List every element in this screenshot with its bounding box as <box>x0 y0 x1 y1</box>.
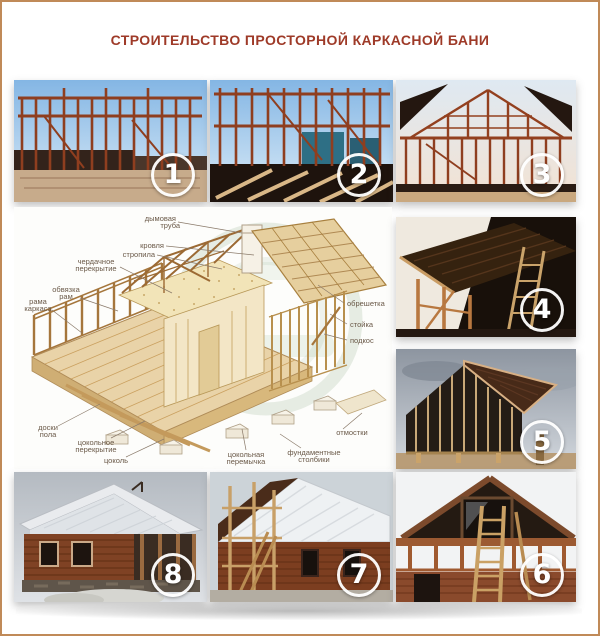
photo-5-sheathed-house <box>396 349 576 469</box>
page-title: СТРОИТЕЛЬСТВО ПРОСТОРНОЙ КАРКАСНОЙ БАНИ <box>110 32 490 48</box>
photo-2-frame-interior <box>210 80 393 202</box>
label-basement-lintel: цокольная <box>227 450 265 459</box>
label-frame-2: каркаса <box>24 304 52 313</box>
label-basement-floor: цокольное <box>77 438 115 447</box>
label-lathing: обрешетка <box>347 299 385 308</box>
photo-3-roof-framing <box>396 80 576 202</box>
photo-4-number-badge: 4 <box>520 288 564 332</box>
photo-6-number-badge: 6 <box>520 553 564 597</box>
label-frame: рама <box>29 297 47 306</box>
drop-shadow <box>16 602 582 620</box>
label-roofing: кровля <box>140 241 164 250</box>
photo-7-number-badge: 7 <box>337 553 381 597</box>
photo-2-number-badge: 2 <box>337 153 381 197</box>
label-basement-lintel-2: перемычка <box>226 457 266 466</box>
photo-8-number-badge: 8 <box>151 553 195 597</box>
photo-1-number-badge: 1 <box>151 153 195 197</box>
label-floor-boards-2: пола <box>39 430 57 439</box>
photo-7-siding-scaffolding <box>210 472 393 602</box>
label-frame-strapping: обвязка <box>52 285 80 294</box>
label-chimney-2: труба <box>160 221 180 230</box>
blind-area-strip <box>336 390 386 414</box>
construction-diagram <box>14 207 392 469</box>
label-floor-boards: доски <box>38 423 58 432</box>
photo-3-number-badge: 3 <box>520 153 564 197</box>
label-foundation-posts: фундаментные <box>287 448 341 457</box>
photo-6-gable-balcony <box>396 472 576 602</box>
label-attic-floor: чердачное <box>77 257 115 266</box>
label-attic-floor-2: перекрытие <box>75 264 117 273</box>
diagram-scene <box>14 207 392 469</box>
photo-1-wall-frame <box>14 80 207 202</box>
label-post: стойка <box>350 320 374 329</box>
label-blind-area: отмостки <box>336 428 368 437</box>
label-foundation-posts-2: столбики <box>298 455 330 464</box>
label-frame-strapping-2: рам <box>59 292 73 301</box>
photo-4-roof-install <box>396 217 576 337</box>
label-chimney: дымовая <box>144 214 176 223</box>
label-plinth: цоколь <box>103 456 129 465</box>
photo-8-finished-house-snow <box>14 472 207 602</box>
label-basement-floor-2: перекрытие <box>75 445 117 454</box>
label-brace: подкос <box>350 336 374 345</box>
label-rafters: стропила <box>122 250 155 259</box>
photo-5-number-badge: 5 <box>520 420 564 464</box>
photo-grid <box>12 78 576 602</box>
